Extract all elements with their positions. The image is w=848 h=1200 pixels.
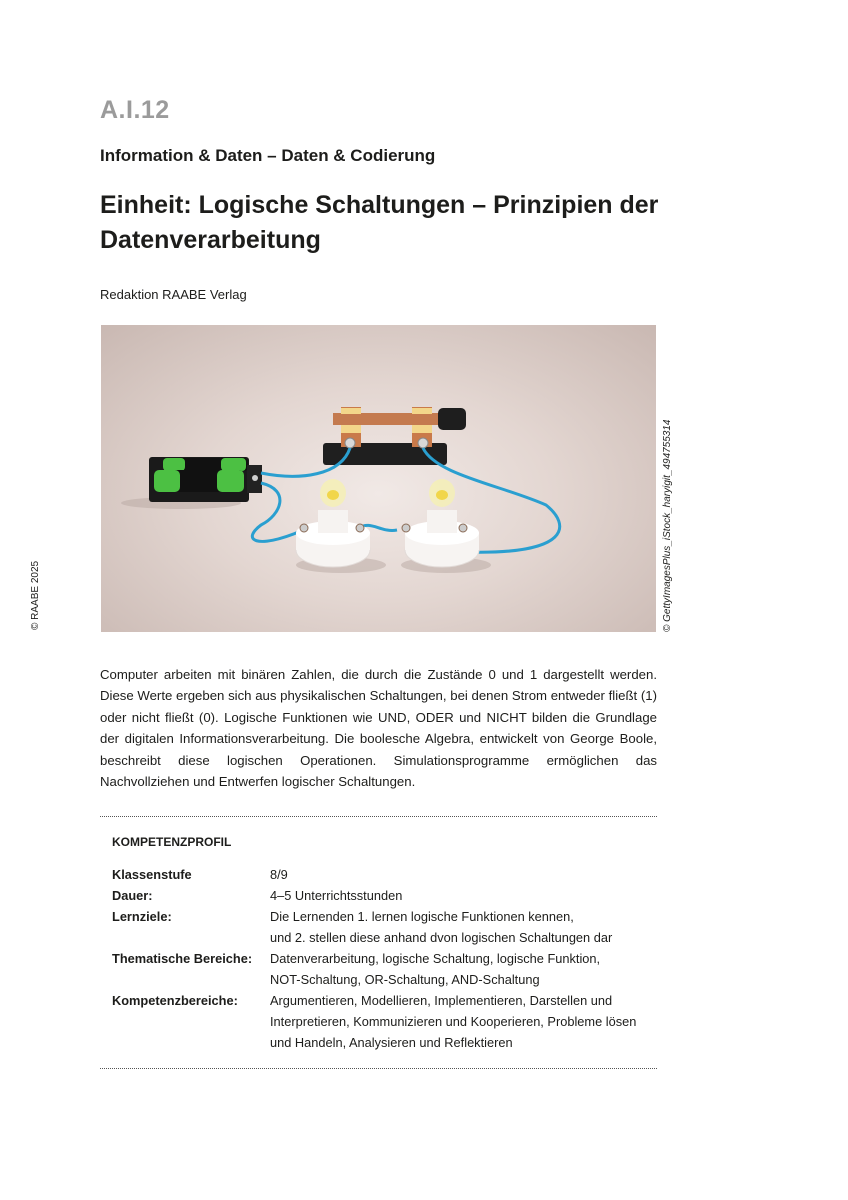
profile-row bbox=[112, 948, 657, 990]
profile-value-line: NOT-Schaltung, OR-Schaltung, AND-Schaltung bbox=[270, 972, 540, 987]
battery-1 bbox=[163, 458, 185, 471]
profile-row bbox=[112, 864, 657, 885]
profile-value bbox=[270, 864, 657, 885]
competence-profile bbox=[112, 864, 657, 1053]
profile-label: Lernziele: bbox=[112, 909, 172, 924]
divider-top bbox=[100, 816, 657, 817]
profile-row bbox=[112, 906, 657, 948]
profile-label: Thematische Bereiche: bbox=[112, 951, 253, 966]
profile-value-line: und 2. stellen diese anhand dvon logischen Schaltungen dar bbox=[270, 930, 613, 945]
divider-bottom bbox=[100, 1068, 657, 1069]
profile-row bbox=[112, 885, 657, 906]
profile-value-line: 4–5 Unterrichtsstunden bbox=[270, 888, 403, 903]
author: Redaktion RAABE Verlag bbox=[100, 287, 247, 302]
intro-paragraph: Computer arbeiten mit binären Zahlen, die durch die Zustände 0 und 1 dargestellt werden. Diese Werte ergeben sich aus physikalischen Schaltungen, bei denen Strom entweder fließt (1) oder nicht fließt (0). Logische Funktionen wie UND, ODER und NICHT bilden die Grundlage der digitalen Informationsverarbeitung. Die boolesche Algebra, entwickelt von George Boole, beschreibt diese logischen Operationen. Simulationsprogramme ermöglichen das Nachvollziehen und Entwerfen logischer Schaltungen. bbox=[100, 667, 657, 790]
unit-code: A.I.12 bbox=[100, 96, 170, 124]
profile-value-line: und Handeln, Analysieren und Reflektieren bbox=[270, 1035, 513, 1050]
profile-label: Dauer: bbox=[112, 888, 153, 903]
battery-2 bbox=[154, 470, 180, 492]
profile-value bbox=[270, 906, 657, 948]
profile-row bbox=[112, 990, 657, 1053]
subject-line: Information & Daten – Daten & Codierung bbox=[100, 146, 436, 165]
switch-handle bbox=[438, 408, 466, 430]
profile-value bbox=[270, 948, 657, 990]
profile-label: Klassenstufe bbox=[112, 867, 192, 882]
profile-value bbox=[270, 990, 657, 1053]
image-credit: © GettyImagesPlus_iStock_haryigit_494755314 bbox=[662, 419, 673, 632]
page-title: Einheit: Logische Schaltungen – Prinzipien der Datenverarbeitung bbox=[100, 191, 659, 254]
profile-heading: KOMPETENZPROFIL bbox=[112, 835, 232, 849]
profile-value-line: Die Lernenden 1. lernen logische Funktionen kennen, bbox=[270, 909, 574, 924]
copyright-side: © RAABE 2025 bbox=[30, 560, 41, 630]
profile-value bbox=[270, 885, 657, 906]
circuit-photo bbox=[101, 325, 656, 632]
switch-lever bbox=[333, 413, 438, 425]
profile-value-line: Interpretieren, Kommunizieren und Kooperieren, Probleme lösen bbox=[270, 1014, 637, 1029]
profile-value-line: Argumentieren, Modellieren, Implementieren, Darstellen und bbox=[270, 993, 613, 1008]
profile-value-line: Datenverarbeitung, logische Schaltung, logische Funktion, bbox=[270, 951, 601, 966]
profile-value-line: 8/9 bbox=[270, 867, 288, 882]
circuit-illustration bbox=[101, 325, 656, 632]
profile-label: Kompetenzbereiche: bbox=[112, 993, 238, 1008]
